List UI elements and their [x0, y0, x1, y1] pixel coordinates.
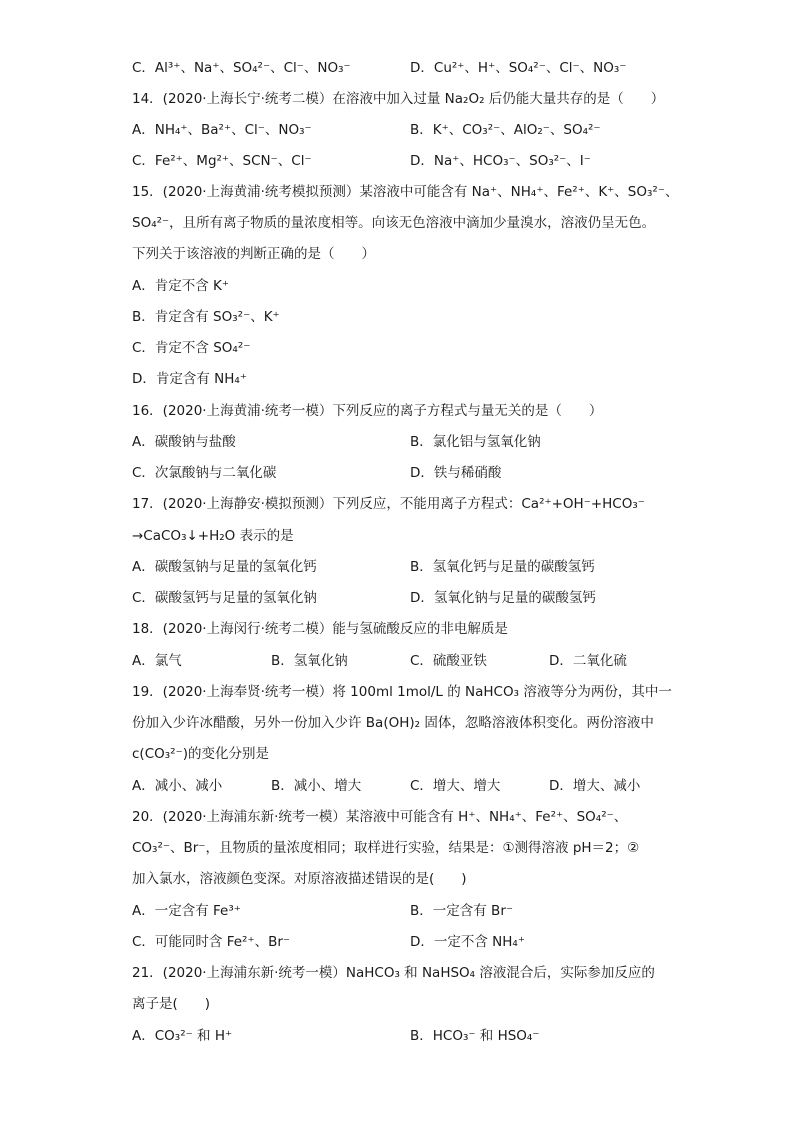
option-right: D．氢氧化钠与足量的碳酸氢钙	[410, 590, 596, 606]
option-left: A．一定含有 Fe³⁺	[132, 903, 241, 919]
option-c: C．硫酸亚铁	[410, 653, 487, 669]
option-left: A．碳酸钠与盐酸	[132, 434, 236, 450]
text-line: 17．(2020·上海静安·模拟预测）下列反应，不能用离子方程式：Ca²⁺+OH⁻+HCO₃⁻	[132, 496, 645, 512]
option-d: D．增大、减小	[549, 778, 641, 794]
text-line: 下列关于该溶液的判断正确的是（ ）	[132, 246, 375, 262]
option-c: C．增大、增大	[410, 778, 501, 794]
option-left: A．NH₄⁺、Ba²⁺、Cl⁻、NO₃⁻	[132, 122, 312, 138]
option-right: D．一定不含 NH₄⁺	[410, 934, 525, 950]
text-line: SO₄²⁻，且所有离子物质的量浓度相等。向该无色溶液中滴加少量溴水，溶液仍呈无色。	[132, 215, 656, 231]
text-line: 15．(2020·上海黄浦·统考模拟预测）某溶液中可能含有 Na⁺、NH₄⁺、Fe²⁺、K⁺、SO₃²⁻、	[132, 184, 679, 200]
text-line: 19．(2020·上海奉贤·统考一模）将 100ml 1mol/L 的 NaHCO₃ 溶液等分为两份，其中一	[132, 684, 672, 700]
option-right: D．铁与稀硝酸	[410, 465, 502, 481]
text-line: 18．(2020·上海闵行·统考二模）能与氢硫酸反应的非电解质是	[132, 621, 508, 637]
option-right: B．K⁺、CO₃²⁻、AlO₂⁻、SO₄²⁻	[410, 122, 601, 138]
option-left: C．次氯酸钠与二氧化碳	[132, 465, 277, 481]
option-left: C．碳酸氢钙与足量的氢氧化钠	[132, 590, 317, 606]
option-left: C．可能同时含 Fe²⁺、Br⁻	[132, 934, 291, 950]
text-line: 21．(2020·上海浦东新·统考一模）NaHCO₃ 和 NaHSO₄ 溶液混合后，实际参加反应的	[132, 965, 655, 981]
option-a: A．减小、减小	[132, 778, 223, 794]
text-line: 离子是( )	[132, 996, 211, 1012]
text-line: A．肯定不含 K⁺	[132, 278, 230, 294]
option-right: B．氯化铝与氢氧化钠	[410, 434, 541, 450]
text-line: 14．(2020·上海长宁·统考二模）在溶液中加入过量 Na₂O₂ 后仍能大量共存的是（ ）	[132, 91, 665, 107]
option-right: D．Cu²⁺、H⁺、SO₄²⁻、Cl⁻、NO₃⁻	[410, 60, 627, 76]
text-line: →CaCO₃↓+H₂O 表示的是	[132, 528, 294, 544]
option-right: D．Na⁺、HCO₃⁻、SO₃²⁻、I⁻	[410, 153, 591, 169]
text-line: D．肯定含有 NH₄⁺	[132, 371, 247, 387]
option-b: B．氢氧化钠	[271, 653, 348, 669]
option-d: D．二氧化硫	[549, 653, 627, 669]
option-left: A．碳酸氢钠与足量的氢氧化钙	[132, 559, 317, 575]
option-left: C．Al³⁺、Na⁺、SO₄²⁻、Cl⁻、NO₃⁻	[132, 60, 351, 76]
option-left: A．CO₃²⁻ 和 H⁺	[132, 1028, 233, 1044]
option-b: B．减小、增大	[271, 778, 362, 794]
text-line: B．肯定含有 SO₃²⁻、K⁺	[132, 309, 280, 325]
option-right: B．一定含有 Br⁻	[410, 903, 513, 919]
text-line: 份加入少许冰醋酸，另外一份加入少许 Ba(OH)₂ 固体，忽略溶液体积变化。两份溶液中	[132, 715, 654, 731]
text-line: C．肯定不含 SO₄²⁻	[132, 340, 251, 356]
option-a: A．氯气	[132, 653, 182, 669]
text-line: c(CO₃²⁻)的变化分别是	[132, 746, 269, 762]
option-left: C．Fe²⁺、Mg²⁺、SCN⁻、Cl⁻	[132, 153, 312, 169]
text-line: 加入氯水，溶液颜色变深。对原溶液描述错误的是( )	[132, 871, 467, 887]
text-line: 16．(2020·上海黄浦·统考一模）下列反应的离子方程式与量无关的是（ ）	[132, 403, 603, 419]
text-line: CO₃²⁻、Br⁻，且物质的量浓度相同；取样进行实验，结果是：①测得溶液 pH＝2；②	[132, 840, 640, 856]
option-right: B．氢氧化钙与足量的碳酸氢钙	[410, 559, 595, 575]
option-right: B．HCO₃⁻ 和 HSO₄⁻	[410, 1028, 540, 1044]
text-line: 20．(2020·上海浦东新·统考一模）某溶液中可能含有 H⁺、NH₄⁺、Fe²⁺、SO₄²⁻、	[132, 809, 628, 825]
